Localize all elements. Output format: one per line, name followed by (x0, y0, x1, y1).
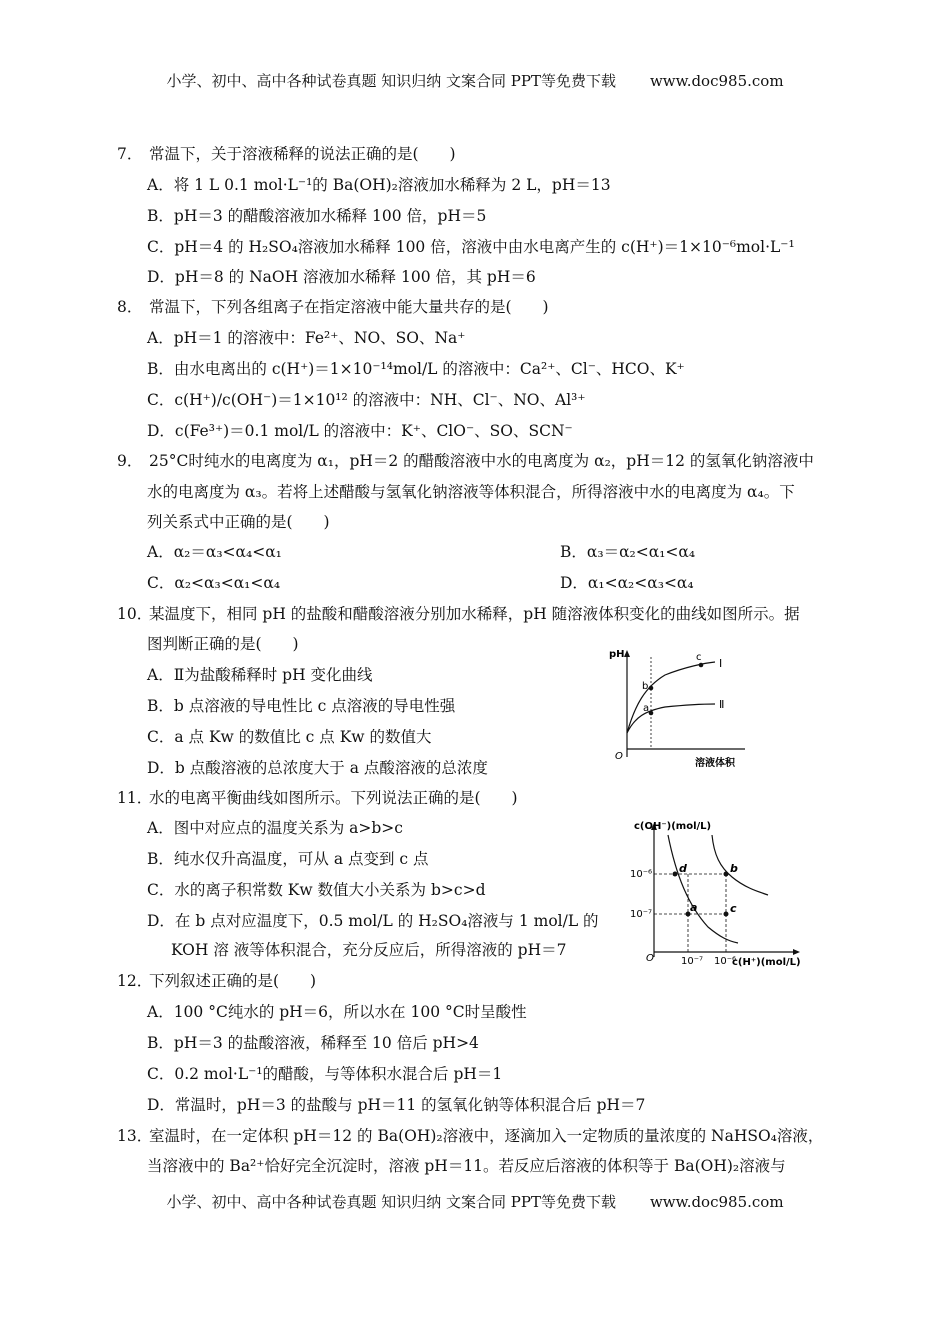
isotherm-low (668, 835, 738, 943)
point-c (724, 912, 729, 917)
origin-label: O (646, 953, 654, 964)
point-b-label: b (730, 862, 738, 875)
y-tick-1e-6: 10⁻⁶ (630, 869, 653, 880)
ph-dilution-figure (605, 645, 765, 770)
option-b: B．由水电离出的 c(H⁺)＝1×10⁻¹⁴mol/L 的溶液中：Ca²⁺、Cl⁻、HCO、K⁺ (147, 360, 685, 378)
question-stem: 25°C时纯水的电离度为 α₁，pH＝2 的醋酸溶液中水的电离度为 α₂，pH＝12 的氢氧化钠溶液中 (149, 452, 814, 470)
option-b: B．pH＝3 的醋酸溶液加水稀释 100 倍，pH＝5 (147, 207, 487, 225)
footer-site: www.doc985.com (649, 1193, 784, 1211)
option-c: C．水的离子积常数 Kw 数值大小关系为 b>c>d (147, 881, 486, 899)
option-d: D．c(Fe³⁺)＝0.1 mol/L 的溶液中：K⁺、ClO⁻、SO、SCN⁻ (147, 422, 573, 440)
point-d (673, 872, 678, 877)
option-d-cont: KOH 溶 液等体积混合，充分反应后，所得溶液的 pH＝7 (171, 941, 567, 959)
question-stem: 某温度下，相同 pH 的盐酸和醋酸溶液分别加水稀释，pH 随溶液体积变化的曲线如图所示。据 (149, 605, 800, 623)
question-stem: 水的电离平衡曲线如图所示。下列说法正确的是( ) (149, 789, 518, 807)
y-axis-arrow (624, 650, 630, 657)
question-10: 10．某温度下，相同 pH 的盐酸和醋酸溶液分别加水稀释，pH 随溶液体积变化的曲线如图所示。据 (117, 605, 800, 623)
page-footer (0, 1191, 950, 1212)
page-header (0, 70, 950, 91)
option-c: C．a 点 Kw 的数值比 c 点 Kw 的数值大 (147, 728, 432, 746)
point-a (649, 711, 654, 716)
option-a: A．Ⅱ为盐酸稀释时 pH 变化曲线 (147, 666, 373, 684)
option-c: C．pH＝4 的 H₂SO₄溶液加水稀释 100 倍，溶液中由水电离产生的 c(H⁺)＝1×10⁻⁶mol·L⁻¹ (147, 238, 795, 256)
point-b (649, 686, 654, 691)
isotherm-high (712, 835, 768, 895)
x-axis-arrow (793, 949, 800, 955)
option-c: C．c(H⁺)/c(OH⁻)＝1×10¹² 的溶液中：NH、Cl⁻、NO、Al³⁺ (147, 391, 586, 409)
x-tick-1e-6: 10⁻⁶ (714, 956, 737, 967)
point-b-label: b (642, 681, 649, 692)
question-stem-cont: 水的电离度为 α₃。若将上述醋酸与氢氧化钠溶液等体积混合，所得溶液中水的电离度为 α₄。下 (147, 483, 795, 501)
option-d: D．α₁<α₂<α₃<α₄ (560, 574, 694, 592)
question-7: 7． 常温下，关于溶液稀释的说法正确的是( ) (117, 145, 456, 163)
question-stem-cont: 当溶液中的 Ba²⁺恰好完全沉淀时，溶液 pH＝11。若反应后溶液的体积等于 Ba(OH)₂溶液与 (147, 1157, 786, 1175)
question-13: 13．室温时，在一定体积 pH＝12 的 Ba(OH)₂溶液中，逐滴加入一定物质的量浓度的 NaHSO₄溶液， (117, 1127, 824, 1145)
point-a-label: a (690, 901, 698, 914)
header-text: 小学、初中、高中各种试卷真题 知识归纳 文案合同 PPT等免费下载 (166, 72, 616, 90)
question-stem: 室温时，在一定体积 pH＝12 的 Ba(OH)₂溶液中，逐滴加入一定物质的量浓度的 NaHSO₄溶液， (149, 1127, 824, 1145)
option-c: C．α₂<α₃<α₁<α₄ (147, 574, 281, 592)
curve-I-label: Ⅰ (719, 657, 723, 670)
point-c (699, 663, 704, 668)
option-d: D．在 b 点对应温度下，0.5 mol/L 的 H₂SO₄溶液与 1 mol/L 的 (147, 912, 599, 930)
option-d: D．b 点酸溶液的总浓度大于 a 点酸溶液的总浓度 (147, 759, 488, 777)
question-stem-cont: 列关系式中正确的是( ) (147, 513, 330, 531)
option-a: A．图中对应点的温度关系为 a>b>c (147, 819, 403, 837)
option-d: D．常温时，pH＝3 的盐酸与 pH＝11 的氢氧化钠等体积混合后 pH＝7 (147, 1096, 646, 1114)
question-8: 8． 常温下，下列各组离子在指定溶液中能大量共存的是( ) (117, 298, 549, 316)
point-d-label: d (679, 862, 687, 875)
option-b: B．α₃＝α₂<α₁<α₄ (560, 543, 696, 561)
header-site: www.doc985.com (649, 72, 784, 90)
point-b (724, 872, 729, 877)
x-axis-label: c(H⁺)(mol/L) (732, 957, 801, 968)
point-a-label: a (643, 703, 650, 714)
option-b: B．纯水仅升高温度，可从 a 点变到 c 点 (147, 850, 429, 868)
curve-I (627, 662, 715, 733)
x-tick-1e-7: 10⁻⁷ (681, 956, 704, 967)
option-a: A．100 °C纯水的 pH＝6，所以水在 100 °C时呈酸性 (147, 1003, 527, 1021)
curve-II-label: Ⅱ (719, 698, 725, 711)
option-a: A．α₂＝α₃<α₄<α₁ (147, 543, 282, 561)
point-c-label: c (696, 652, 702, 663)
option-b: B．pH＝3 的盐酸溶液，稀释至 10 倍后 pH>4 (147, 1034, 479, 1052)
question-stem: 常温下，关于溶液稀释的说法正确的是( ) (149, 145, 456, 163)
option-c: C．0.2 mol·L⁻¹的醋酸，与等体积水混合后 pH＝1 (147, 1065, 503, 1083)
y-axis-label: c(OH⁻)(mol/L) (634, 821, 712, 832)
option-b: B．b 点溶液的导电性比 c 点溶液的导电性强 (147, 697, 456, 715)
question-12: 12．下列叙述正确的是( ) (117, 972, 317, 990)
origin-label: O (615, 751, 623, 762)
question-9: 9． 25°C时纯水的电离度为 α₁，pH＝2 的醋酸溶液中水的电离度为 α₂，pH＝12 的氢氧化钠溶液中 (117, 452, 814, 470)
question-11: 11．水的电离平衡曲线如图所示。下列说法正确的是( ) (117, 789, 518, 807)
y-tick-1e-7: 10⁻⁷ (630, 909, 653, 920)
question-stem: 常温下，下列各组离子在指定溶液中能大量共存的是( ) (149, 298, 549, 316)
option-a: A．将 1 L 0.1 mol·L⁻¹的 Ba(OH)₂溶液加水稀释为 2 L，pH＝13 (147, 176, 611, 194)
footer-text: 小学、初中、高中各种试卷真题 知识归纳 文案合同 PPT等免费下载 (166, 1193, 616, 1211)
x-axis-label: 溶液体积 (695, 758, 735, 769)
point-c-label: c (730, 902, 737, 915)
curve-II (627, 704, 715, 733)
question-stem-cont: 图判断正确的是( ) (147, 635, 299, 653)
question-stem: 下列叙述正确的是( ) (149, 972, 317, 990)
water-ionization-figure (628, 815, 808, 970)
y-axis-label: pH (609, 649, 625, 660)
option-a: A．pH＝1 的溶液中：Fe²⁺、NO、SO、Na⁺ (147, 329, 466, 347)
option-d: D．pH＝8 的 NaOH 溶液加水稀释 100 倍，其 pH＝6 (147, 268, 536, 286)
